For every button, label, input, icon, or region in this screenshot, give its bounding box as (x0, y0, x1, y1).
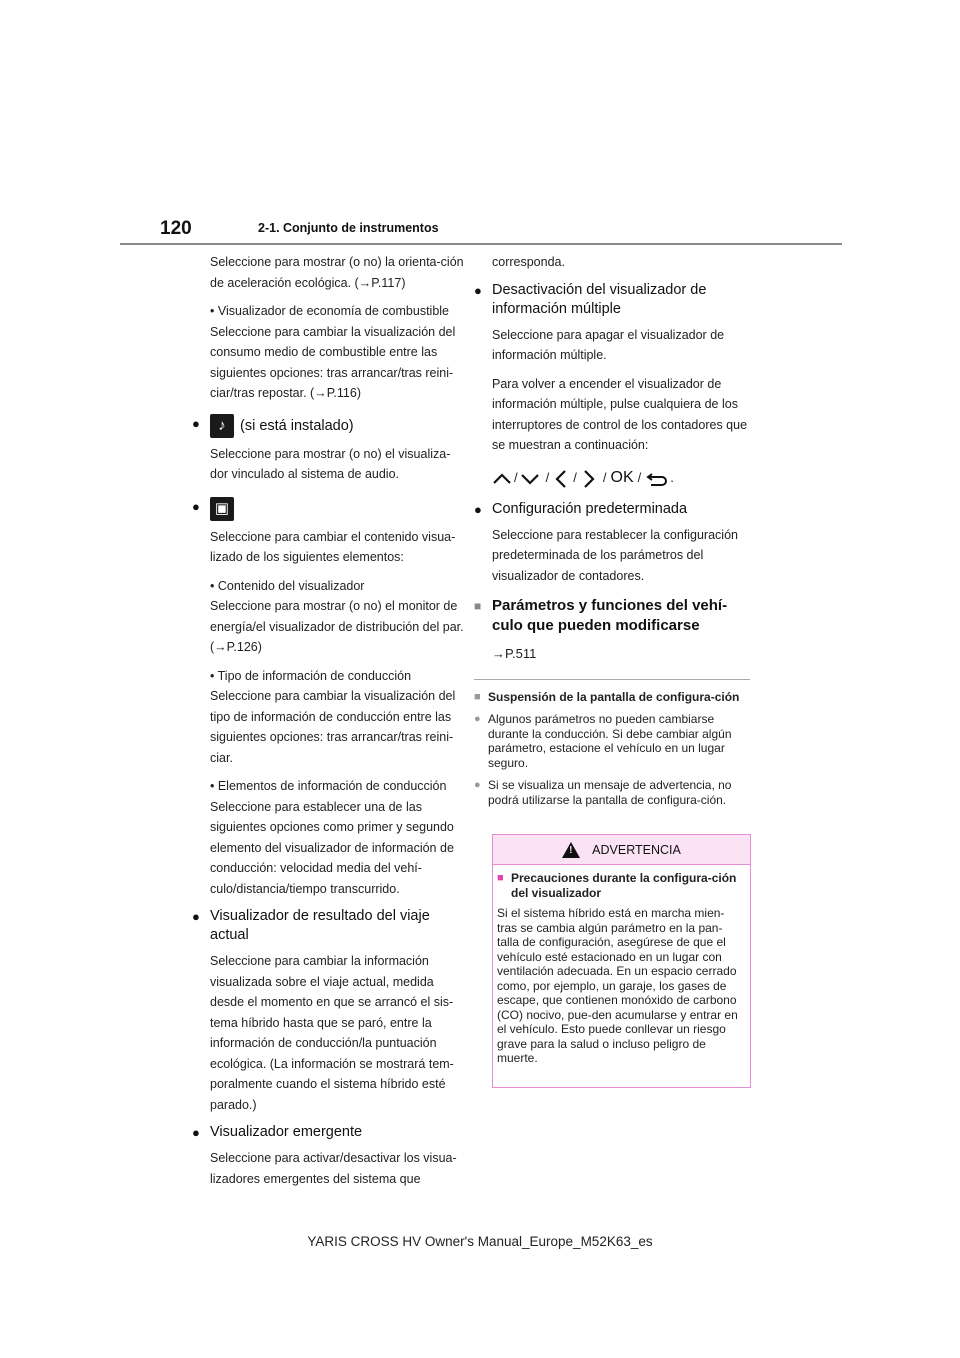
vehicle-info-icon: ▣ (210, 497, 234, 521)
driving-info-type-text: Seleccione para cambiar la visualización del tipo de información de conducción entre las siguientes opciones: tras arrancar/tras reini-ciar. (210, 689, 456, 765)
default-settings-text: Seleccione para restablecer la configuración predeterminada de los parámetros del visualizador de contadores. (492, 527, 738, 583)
driving-info-items-bullet: • Elementos de información de conducción (210, 779, 447, 793)
driving-info-type-bullet: • Tipo de información de conducción (210, 668, 412, 683)
audio-heading: ● ♪ (si está instalado) (192, 414, 464, 438)
chevron-left-icon (555, 469, 567, 489)
reactivation-text: Para volver a encender el visualizador de información múltiple, pulse cualquiera de los interruptores de control de los contadores que se muestran a continuación: (492, 376, 748, 452)
header-rule (120, 243, 842, 245)
popup-heading: ● Visualizador emergente (192, 1124, 363, 1140)
bullet-dot-icon: ● (192, 909, 200, 924)
bullet-dot-icon: ● (474, 501, 482, 517)
continued-text: corresponda. (492, 255, 565, 269)
note-title: ■ Suspensión de la pantalla de configura-ción (474, 689, 740, 704)
chevron-down-icon (520, 472, 540, 486)
deactivation-text: Seleccione para apagar el visualizador de información múltiple. (492, 327, 725, 362)
default-settings-heading: ● Configuración predeterminada (474, 500, 688, 517)
chevron-right-icon (583, 469, 595, 489)
square-bullet-icon: ■ (474, 599, 482, 613)
square-bullet-icon: ■ (497, 872, 504, 884)
fuel-economy-text: Seleccione para cambiar la visualización del consumo medio de combustible entre las siguientes opciones: tras arrancar/tras reini-ciar/tras repostar. (→P.116) (210, 324, 456, 400)
page-number: 120 (160, 218, 192, 239)
warning-body (493, 865, 750, 1066)
footer: YARIS CROSS HV Owner's Manual_Europe_M52K63_es (307, 1234, 653, 1249)
trip-result-text: Seleccione para cambiar la información visualizada sobre el viaje actual, medida desde el momento en que se arrancó el sis-tema híbrido hasta que se paró, entre la información de conducción/la puntuación ecológica. (La información se mostrará tem-poralmente cuando el sistema híbrido esté parado.) (210, 954, 454, 1112)
deactivation-heading: ● Desactivación del visualizador de información múltiple (474, 281, 707, 317)
note-item: ● Si se visualiza un mensaje de advertencia, no podrá utilizarse la pantalla de configura-ción. (474, 778, 732, 807)
audio-text: Seleccione para mostrar (o no) el visualiza-dor vinculado al sistema de audio. (210, 446, 451, 481)
right-column (474, 252, 750, 815)
bullet-dot-icon: ● (474, 282, 482, 298)
chevron-up-icon (492, 472, 512, 486)
vehicle-info-heading (192, 497, 464, 521)
warning-header (493, 835, 750, 865)
section-title: 2-1. Conjunto de instrumentos (258, 221, 439, 235)
warning-text: Si el sistema híbrido está en marcha mien-tras se cambia algún parámetro en la pan-talla de configuración, asegúrese de que el vehículo esté estacionado en un lugar con ventilación adecuada. En un espacio cerrado como, por ejemplo, un garaje, los gases de escape, que contienen monóxido de carbono (CO) nocivo, pue-den acumularse y entrar en el vehículo. Esto puede conllevar un riesgo grave para la salud o incluso peligro de muerte. (497, 906, 738, 1065)
notes-section (474, 690, 750, 808)
bullet-dot-icon: ● (192, 1125, 200, 1140)
display-content-text: Seleccione para mostrar (o no) el monitor de energía/el visualizador de distribución del par. (→P.126) (210, 599, 464, 654)
notes-divider (474, 679, 750, 680)
display-content-bullet: • Contenido del visualizador (210, 578, 365, 593)
control-switches: / / / / OK / . (492, 466, 750, 492)
square-bullet-icon: ■ (474, 690, 481, 703)
trip-result-heading: ● Visualizador de resultado del viaje actual (192, 908, 430, 943)
customizable-params-heading: ■ Parámetros y funciones del vehí-culo que pueden modificarse (474, 597, 728, 634)
bullet-dot-icon: ● (474, 779, 481, 791)
popup-text: Seleccione para activar/desactivar los visua-lizadores emergentes del sistema que (210, 1151, 457, 1186)
driving-info-items-text: Seleccione para establecer una de las siguientes opciones como primer y segundo elemento del visualizador de información de conducción: velocidad media del vehí-culo/distancia/tiempo transcurrido. (210, 799, 454, 896)
warning-box (492, 834, 751, 1088)
warning-title: ADVERTENCIA (592, 842, 681, 857)
bullet-dot-icon: ● (192, 498, 200, 514)
left-column (192, 252, 464, 1197)
ok-icon: OK (610, 469, 634, 487)
note-item: ● Algunos parámetros no pueden cambiarse durante la conducción. Si debe cambiar algún parámetro, estacione el vehículo en un lugar seguro. (474, 712, 732, 770)
music-note-icon: ♪ (210, 414, 234, 438)
eco-accel-text: Seleccione para mostrar (o no) la orienta-ción de aceleración ecológica. (→P.117) (210, 255, 464, 290)
bullet-dot-icon: ● (192, 415, 200, 431)
fuel-economy-bullet: • Visualizador de economía de combustible (210, 304, 450, 318)
bullet-dot-icon: ● (474, 713, 481, 725)
warning-subtitle: ■ Precauciones durante la configura-ción del visualizador (497, 871, 737, 900)
warning-triangle-icon: ! (562, 842, 580, 858)
page-reference: →P.511 (492, 646, 537, 661)
vehicle-info-text: Seleccione para cambiar el contenido visua-lizado de los siguientes elementos: (210, 529, 456, 564)
back-icon (645, 471, 669, 487)
